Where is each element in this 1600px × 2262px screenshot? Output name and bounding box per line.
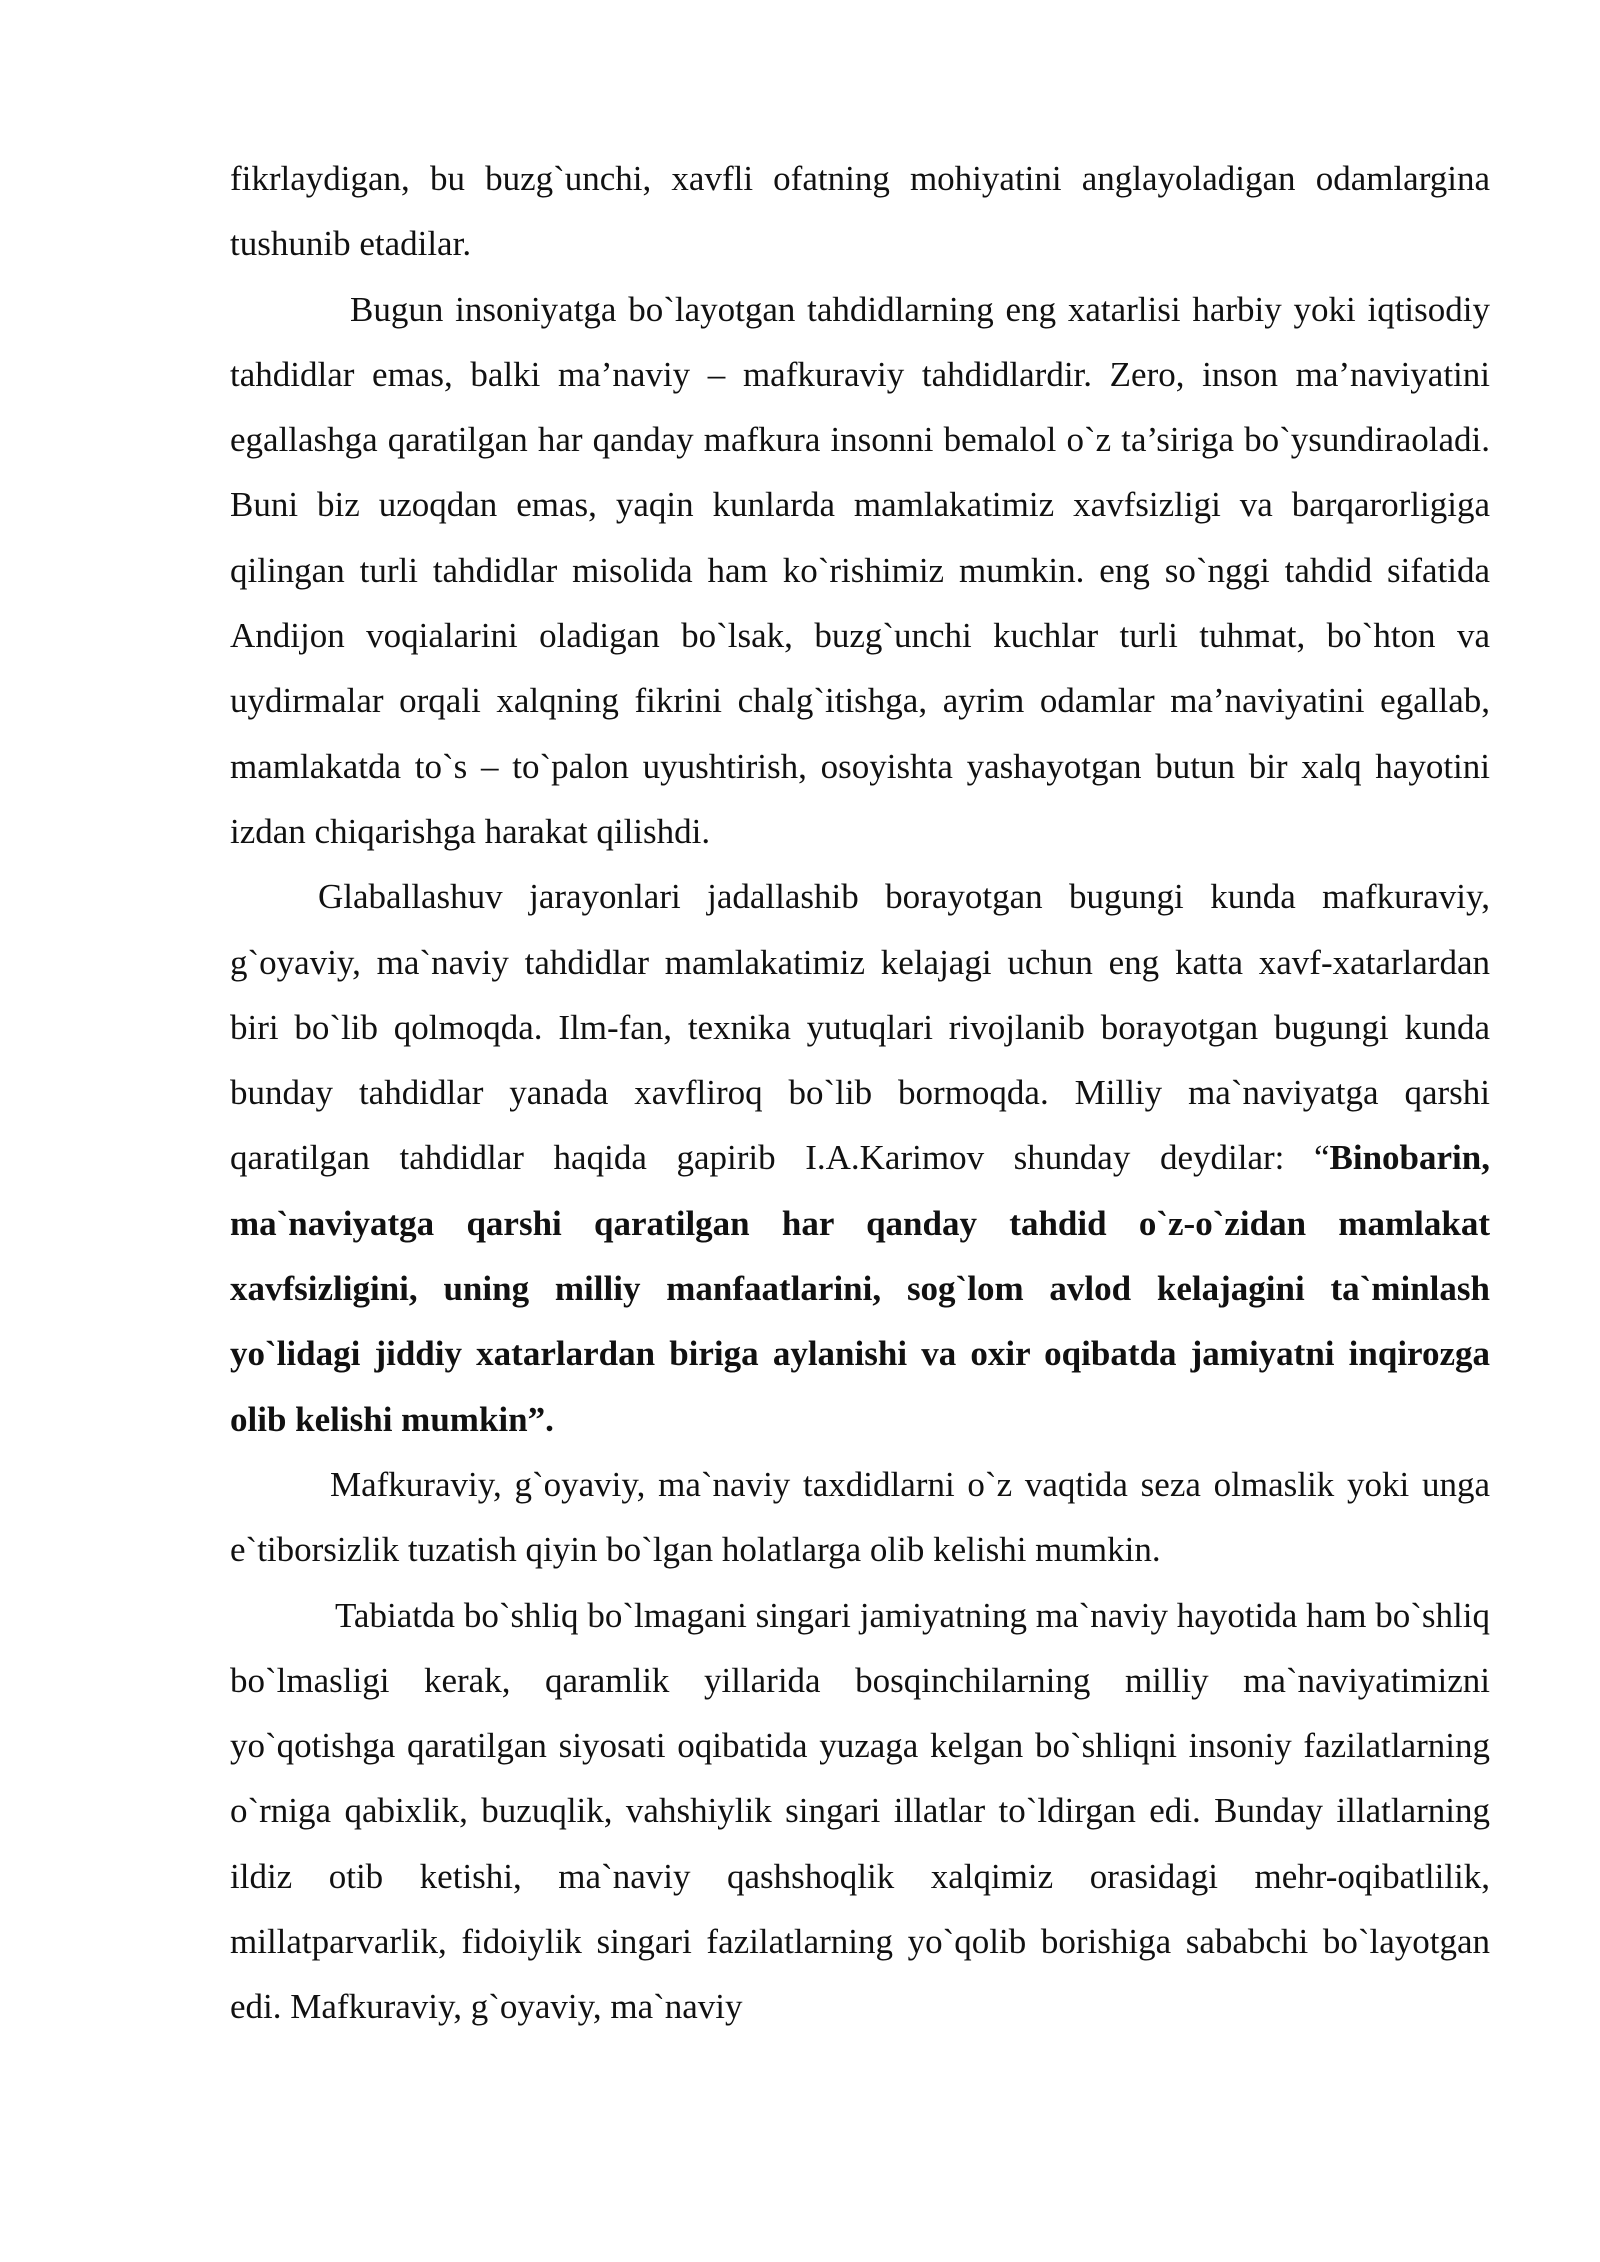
paragraph-1: fikrlaydigan, bu buzg`unchi, xavfli ofatning mohiyatini anglayoladigan odamlargina tushunib etadilar. (230, 159, 1490, 264)
karimov-quote: Binobarin, ma`naviyatga qarshi qaratilgan har qanday tahdid o`z-o`zidan mamlakat xavfsizligini, uning milliy manfaatlarini, sog`lom avlod kelajagini ta`minlash yo`lidagi jiddiy xatarlardan biriga aylanishi va oxir oqibatda jamiyatni inqirozga olib kelishi mumkin”. (230, 1138, 1490, 1439)
paragraph-4: Mafkuraviy, g`oyaviy, ma`naviy taxdidlarni o`z vaqtida seza olmaslik yoki unga e`tiborsizlik tuzatish qiyin bo`lgan holatlarga olib kelishi mumkin. (230, 1464, 1490, 1570)
paragraph-3-text: Glaballashuv jarayonlari jadallashib borayotgan bugungi kunda mafkuraviy, g`oyaviy, ma`naviy tahdidlar mamlakatimiz kelajagi uchun eng katta xavf-xatarlardan biri bo`lib qolmoqda. Ilm-fan, texnika yutuqlari rivojlanib borayotgan bugungi kunda bunday tahdidlar yanada xavfliroq bo`lib bormoqda. Milliy ma`naviyatga qarshi qaratilgan tahdidlar haqida gapirib I.A.Karimov shunday deydilar: “ (230, 877, 1490, 1178)
document-body (230, 146, 1490, 2040)
paragraph-2: Bugun insoniyatga bo`layotgan tahdidlarning eng xatarlisi harbiy yoki iqtisodiy tahdidlar emas, balki ma’naviy – mafkuraviy tahdidlardir. Zero, inson ma’naviyatini egallashga qaratilgan har qanday mafkura insonni bemalol o`z ta’siriga bo`ysundiraoladi. Buni biz uzoqdan emas, yaqin kunlarda mamlakatimiz xavfsizligi va barqarorligiga qilingan turli tahdidlar misolida ham ko`rishimiz mumkin. eng so`nggi tahdid sifatida Andijon voqialarini oladigan bo`lsak, buzg`unchi kuchlar turli tuhmat, bo`hton va uydirmalar orqali xalqning fikrini chalg`itishga, ayrim odamlar ma’naviyatini egallab, mamlakatda to`s – to`palon uyushtirish, osoyishta yashayotgan butun bir xalq hayotini izdan chiqarishga harakat qilishdi. (230, 289, 1490, 851)
paragraph-3 (230, 864, 1490, 1452)
paragraph-5: Tabiatda bo`shliq bo`lmagani singari jamiyatning ma`naviy hayotida ham bo`shliq bo`lmasligi kerak, qaramlik yillarida bosqinchilarning milliy ma`naviyatimizni yo`qotishga qaratilgan siyosati oqibatida yuzaga kelgan bo`shliqni insoniy fazilatlarning o`rniga qabixlik, buzuqlik, vahshiylik singari illatlar to`ldirgan edi. Bunday illatlarning ildiz otib ketishi, ma`naviy qashshoqlik xalqimiz orasidagi mehr-oqibatlilik, millatparvarlik, fidoiylik singari fazilatlarning yo`qolib borishiga sababchi bo`layotgan edi. Mafkuraviy, g`oyaviy, ma`naviy (230, 1595, 1490, 2027)
